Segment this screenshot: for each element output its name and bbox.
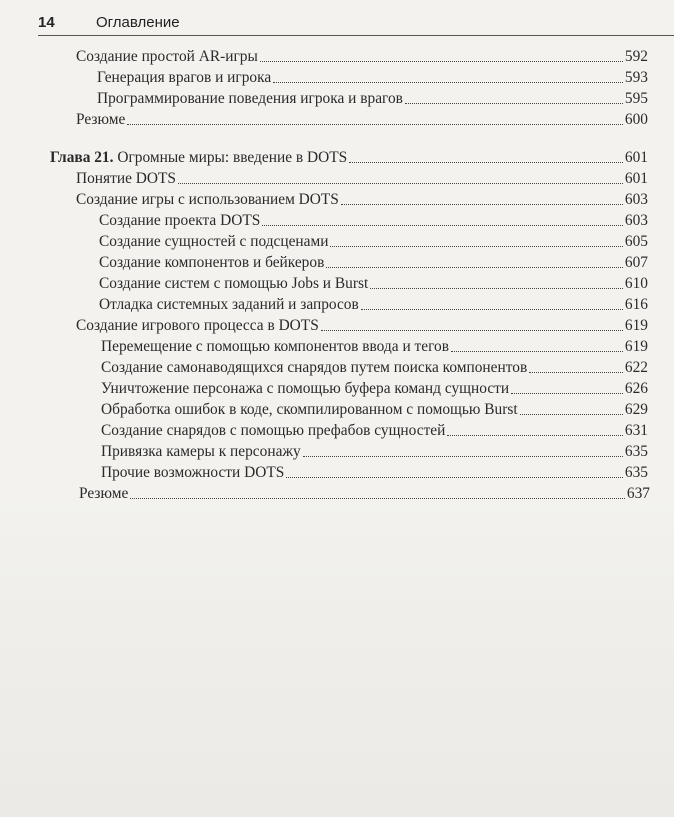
page-number: 14 bbox=[38, 14, 55, 31]
toc-entry-page: 629 bbox=[624, 401, 648, 418]
running-header bbox=[38, 14, 664, 36]
toc-entry-page: 595 bbox=[624, 90, 648, 107]
toc-leader bbox=[511, 392, 623, 394]
toc-entry-title: Создание игры с использованием DOTS bbox=[76, 191, 339, 208]
page-background bbox=[0, 490, 674, 817]
toc-leader bbox=[341, 203, 623, 205]
toc-entry-page: 603 bbox=[624, 191, 648, 208]
toc-entry-page: 593 bbox=[624, 69, 648, 86]
toc-leader bbox=[286, 476, 623, 478]
toc-entry bbox=[101, 357, 648, 377]
toc-entry-page: 631 bbox=[624, 422, 648, 439]
toc-entry-title: Привязка камеры к персонажу bbox=[101, 443, 301, 460]
toc-entry-title: Генерация врагов и игрока bbox=[97, 69, 272, 86]
toc-entry bbox=[76, 189, 648, 209]
toc-entry bbox=[99, 273, 648, 293]
toc-entry-page: 607 bbox=[624, 254, 648, 271]
toc-entry-page: 600 bbox=[624, 111, 648, 128]
toc-leader bbox=[130, 497, 625, 499]
toc-entry-page: 637 bbox=[626, 485, 650, 502]
toc-entry-page: 610 bbox=[624, 275, 648, 292]
toc-entry-title: Создание самонаводящихся снарядов путем поиска компонентов bbox=[101, 359, 528, 376]
toc-entry-page: 635 bbox=[624, 443, 648, 460]
toc-entry-title: Прочие возможности DOTS bbox=[101, 464, 285, 481]
toc-entry-page: 601 bbox=[624, 149, 648, 166]
toc-chapter-entry bbox=[50, 147, 648, 167]
toc-entry-title: Создание простой AR-игры bbox=[76, 48, 258, 65]
toc-entry-title: Создание проекта DOTS bbox=[99, 212, 261, 229]
toc-entry-title: Резюме bbox=[76, 111, 126, 128]
toc-entry-page: 626 bbox=[624, 380, 648, 397]
chapter-label: Глава 21. bbox=[50, 149, 114, 166]
toc-leader bbox=[303, 455, 623, 457]
toc-entry-title: Обработка ошибок в коде, скомпилированном с помощью Burst bbox=[101, 401, 518, 418]
toc-entry-page: 635 bbox=[624, 464, 648, 481]
toc-entry-title: Программирование поведения игрока и врагов bbox=[97, 90, 403, 107]
toc-entry bbox=[101, 399, 648, 419]
toc-entry-page: 601 bbox=[624, 170, 648, 187]
toc-entry bbox=[99, 252, 648, 272]
toc-leader bbox=[326, 266, 623, 268]
toc-entry-title: Создание сущностей с подсценами bbox=[99, 233, 329, 250]
toc-entry-title: Перемещение с помощью компонентов ввода и тегов bbox=[101, 338, 449, 355]
toc-entry bbox=[76, 315, 648, 335]
toc-entry-title: Создание снарядов с помощью префабов сущностей bbox=[101, 422, 446, 439]
toc-entry bbox=[101, 336, 648, 356]
toc-entry bbox=[101, 420, 648, 440]
toc-entry bbox=[76, 109, 648, 129]
toc-leader bbox=[529, 371, 623, 373]
toc-entry-page: 603 bbox=[624, 212, 648, 229]
toc-entry-page: 592 bbox=[624, 48, 648, 65]
toc-leader bbox=[321, 329, 623, 331]
toc-entry bbox=[101, 441, 648, 461]
toc-leader bbox=[273, 81, 623, 83]
toc-leader bbox=[405, 102, 623, 104]
toc-entry-title: Резюме bbox=[79, 485, 129, 502]
toc-entry-title: Создание игрового процесса в DOTS bbox=[76, 317, 319, 334]
toc-leader bbox=[127, 123, 623, 125]
toc-entry bbox=[101, 378, 648, 398]
toc-leader bbox=[260, 60, 623, 62]
toc-entry bbox=[79, 483, 650, 503]
toc-entry-title: Уничтожение персонажа с помощью буфера команд сущности bbox=[101, 380, 510, 397]
running-title: Оглавление bbox=[96, 14, 180, 31]
toc-leader bbox=[361, 308, 623, 310]
toc-entry-page: 605 bbox=[624, 233, 648, 250]
toc-leader bbox=[349, 161, 623, 163]
toc-entry bbox=[97, 88, 648, 108]
toc-entry bbox=[76, 46, 648, 66]
toc-entry-page: 616 bbox=[624, 296, 648, 313]
toc-entry-title: Отладка системных заданий и запросов bbox=[99, 296, 359, 313]
toc-leader bbox=[262, 224, 623, 226]
toc-leader bbox=[330, 245, 622, 247]
toc-leader bbox=[520, 413, 623, 415]
toc-leader bbox=[451, 350, 623, 352]
toc-entry-title: Понятие DOTS bbox=[76, 170, 176, 187]
toc-leader bbox=[178, 182, 623, 184]
toc-entry bbox=[99, 210, 648, 230]
toc-entry-title: Огромные миры: введение в DOTS bbox=[113, 149, 348, 166]
toc-entry-page: 619 bbox=[624, 338, 648, 355]
toc-entry bbox=[76, 168, 648, 188]
toc-leader bbox=[370, 287, 623, 289]
toc-entry bbox=[99, 294, 648, 314]
toc-entry-title: Создание компонентов и бейкеров bbox=[99, 254, 325, 271]
toc-entry-page: 619 bbox=[624, 317, 648, 334]
header-rule bbox=[38, 35, 674, 36]
toc-entry-page: 622 bbox=[624, 359, 648, 376]
toc-leader bbox=[447, 434, 623, 436]
toc-entry bbox=[97, 67, 648, 87]
toc-entry-title: Создание систем с помощью Jobs и Burst bbox=[99, 275, 369, 292]
toc-entry bbox=[101, 462, 648, 482]
toc-entry bbox=[99, 231, 648, 251]
